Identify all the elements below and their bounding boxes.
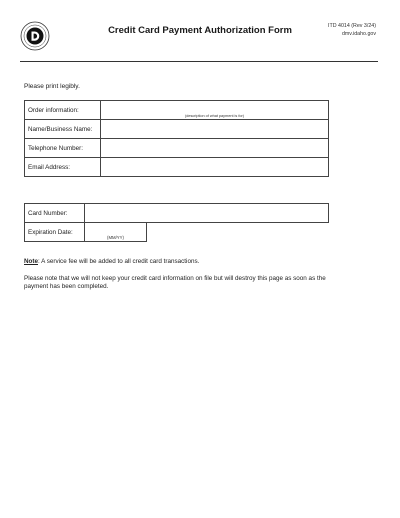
table-row [25, 139, 329, 158]
order-information-hint: (description of what payment is for) [184, 114, 245, 118]
page-title: Credit Card Payment Authorization Form [108, 25, 292, 36]
order-information-label: Order information: [25, 101, 101, 120]
table-row [25, 101, 329, 120]
email-address-label: Email Address: [25, 158, 101, 177]
empty-cell [147, 223, 329, 242]
table-row [25, 120, 329, 139]
customer-info-table [24, 100, 329, 177]
telephone-number-label: Telephone Number: [25, 139, 101, 158]
table-row [25, 158, 329, 177]
name-business-field[interactable] [101, 120, 329, 139]
header-divider [20, 61, 378, 62]
expiration-date-field[interactable] [85, 223, 147, 242]
card-info-table [24, 203, 329, 242]
order-information-field[interactable] [101, 101, 329, 120]
name-business-label: Name/Business Name: [25, 120, 101, 139]
email-address-field[interactable] [101, 158, 329, 177]
card-number-field[interactable] [85, 204, 329, 223]
note-text: : A service fee will be added to all credit card transactions. [38, 258, 200, 265]
table-row [25, 223, 329, 242]
card-number-label: Card Number: [25, 204, 85, 223]
table-row [25, 204, 329, 223]
telephone-number-field[interactable] [101, 139, 329, 158]
service-fee-note [24, 258, 199, 265]
expiration-date-label: Expiration Date: [25, 223, 85, 242]
website-text: dmv.idaho.gov [341, 30, 376, 37]
instructions-text: Please print legibly. [24, 83, 80, 90]
form-identifier [328, 23, 376, 38]
privacy-notice: Please note that we will not keep your credit card information on file but will destroy this page as soon as the payment has been completed. [24, 275, 326, 291]
expiration-date-hint: (MM/YY) [107, 235, 124, 240]
note-label: Note [24, 258, 38, 265]
form-number: ITD 4014 (Rev 3/24) [328, 23, 376, 29]
